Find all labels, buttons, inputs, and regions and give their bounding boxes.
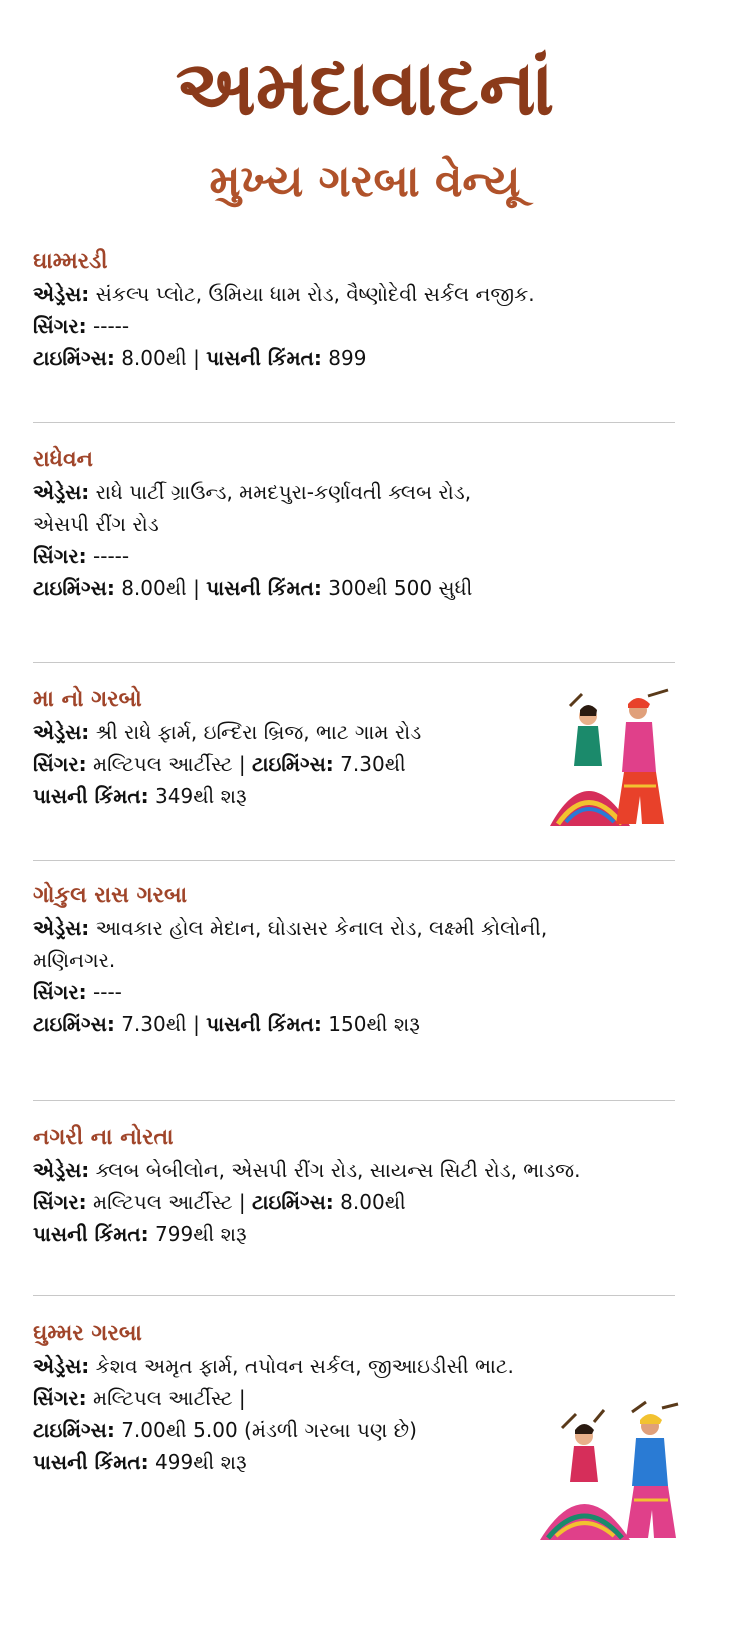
pass-price-row: [33, 1218, 673, 1250]
singer-label: સિંગર:: [33, 980, 87, 1004]
address-label: એડ્રેસ:: [33, 480, 90, 504]
address-value: કેશવ અમૃત ફાર્મ, તપોવન સર્કલ, જીઆઇડીસી ભાટ.: [95, 1354, 514, 1378]
timings-label: ટાઇમિંગ્સ:: [251, 1190, 334, 1214]
pass-price-label: પાસની કિંમત:: [206, 346, 322, 370]
pass-price-value: 499થી શરૂ: [155, 1450, 247, 1474]
timings-label: ટાઇમિંગ્સ:: [251, 752, 334, 776]
address-value: રાધે પાર્ટી ગ્રાઉન્ડ, મમદપુરા-કર્ણાવતી ક્લબ રોડ,: [95, 480, 472, 504]
singer-value: મલ્ટિપલ આર્ટીસ્ટ: [93, 752, 233, 776]
garba-dancers-illustration: [540, 686, 680, 836]
pass-price-value: 300થી 500 સુધી: [328, 576, 473, 600]
timings-value: 7.30થી: [340, 752, 406, 776]
venue-card: [33, 1122, 673, 1250]
address-row-continued: એસપી રીંગ રોડ: [33, 512, 159, 536]
section-divider: [33, 422, 675, 423]
singer-row: [33, 976, 673, 1008]
address-label: એડ્રેસ:: [33, 282, 90, 306]
divider: |: [186, 576, 207, 600]
singer-label: સિંગર:: [33, 544, 87, 568]
singer-label: સિંગર:: [33, 1190, 87, 1214]
pass-price-label: પાસની કિંમત:: [33, 1222, 149, 1246]
venue-name: ઘામ્મરડી: [33, 249, 108, 274]
address-value: સંકલ્પ પ્લોટ, ઉમિયા ધામ રોડ, વૈષ્ણોદેવી સર્કલ નજીક.: [95, 282, 535, 306]
section-divider: [33, 662, 675, 663]
address-label: એડ્રેસ:: [33, 916, 90, 940]
divider: |: [232, 752, 252, 776]
pass-price-label: પાસની કિંમત:: [33, 784, 149, 808]
venue-name: મા નો ગરબો: [33, 687, 142, 712]
venue-name: નગરી ના નોરતા: [33, 1125, 174, 1150]
timings-label: ટાઇમિંગ્સ:: [33, 576, 115, 600]
address-value: ક્લબ બેબીલોન, એસપી રીંગ રોડ, સાયન્સ સિટી રોડ, ભાડજ.: [95, 1158, 581, 1182]
venue-name: રાધેવન: [33, 447, 94, 472]
pass-price-value: 349થી શરૂ: [155, 784, 247, 808]
section-divider: [33, 1100, 675, 1101]
timings-value: 8.00થી: [121, 576, 187, 600]
garba-dancers-illustration: [532, 1398, 687, 1548]
singer-row: [33, 540, 673, 572]
page-title: અમદાવાદનાં: [175, 43, 555, 132]
address-row-continued: મણિનગર.: [33, 948, 116, 972]
singer-value: ----: [93, 980, 122, 1004]
timings-price-row: [33, 572, 673, 604]
pass-price-label: પાસની કિંમત:: [33, 1450, 149, 1474]
singer-value: -----: [93, 314, 130, 338]
venue-card: [33, 444, 673, 604]
pass-price-value: 150થી શરૂ: [328, 1012, 420, 1036]
singer-timings-row: [33, 1186, 673, 1218]
page-subtitle: મુખ્ય ગરબા વેન્યૂ: [209, 156, 521, 207]
venue-name: ગોકુલ રાસ ગરબા: [33, 883, 188, 908]
address-row: [33, 1350, 673, 1382]
divider: |: [232, 1190, 252, 1214]
venue-card: [33, 880, 673, 1040]
divider: |: [186, 346, 207, 370]
venue-card: [33, 246, 673, 374]
singer-value: -----: [93, 544, 130, 568]
address-value: આવકાર હોલ મેદાન, ઘોડાસર કેનાલ રોડ, લક્ષ્મી કોલોની,: [95, 916, 548, 940]
timings-value: 8.00થી: [340, 1190, 406, 1214]
timings-price-row: [33, 1008, 673, 1040]
pass-price-value: 799થી શરૂ: [155, 1222, 247, 1246]
timings-price-row: [33, 342, 673, 374]
address-label: એડ્રેસ:: [33, 1354, 90, 1378]
address-label: એડ્રેસ:: [33, 720, 90, 744]
timings-label: ટાઇમિંગ્સ:: [33, 346, 115, 370]
address-row: [33, 278, 673, 310]
singer-value: મલ્ટિપલ આર્ટીસ્ટ: [93, 1190, 233, 1214]
timings-value: 8.00થી: [121, 346, 187, 370]
address-row: [33, 1154, 673, 1186]
timings-value: 7.30થી: [121, 1012, 187, 1036]
timings-label: ટાઇમિંગ્સ:: [33, 1418, 115, 1442]
singer-label: સિંગર:: [33, 752, 87, 776]
address-row: [33, 476, 673, 508]
divider: |: [186, 1012, 207, 1036]
singer-row: [33, 310, 673, 342]
section-divider: [33, 1295, 675, 1296]
venue-name: ઘુમ્મર ગરબા: [33, 1321, 142, 1346]
timings-label: ટાઇમિંગ્સ:: [33, 1012, 115, 1036]
address-label: એડ્રેસ:: [33, 1158, 90, 1182]
singer-label: સિંગર:: [33, 1386, 87, 1410]
section-divider: [33, 860, 675, 861]
pass-price-label: પાસની કિંમત:: [206, 1012, 322, 1036]
pass-price-value: 899: [328, 346, 367, 370]
address-value: શ્રી રાધે ફાર્મ, ઇન્દિરા બ્રિજ, ભાટ ગામ રોડ: [95, 720, 422, 744]
pass-price-label: પાસની કિંમત:: [206, 576, 322, 600]
singer-value: મલ્ટિપલ આર્ટીસ્ટ |: [93, 1386, 246, 1410]
address-row: [33, 912, 673, 944]
timings-value: 7.00થી 5.00 (મંડળી ગરબા પણ છે): [121, 1418, 417, 1442]
singer-label: સિંગર:: [33, 314, 87, 338]
